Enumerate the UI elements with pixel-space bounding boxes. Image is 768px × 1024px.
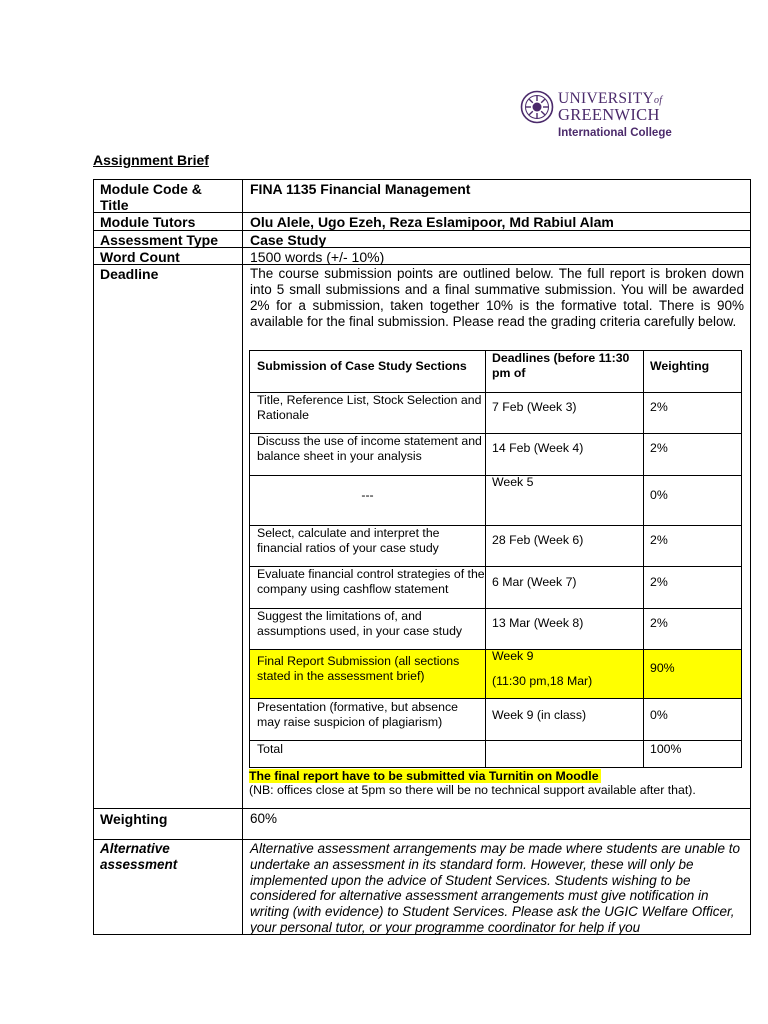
header-deadlines: Deadlines (before 11:30 pm of bbox=[492, 351, 630, 380]
deadline-cell: Week 9 (in class) bbox=[492, 708, 587, 722]
module-code-label: Module Code & Title bbox=[100, 181, 202, 213]
deadline-cell-final-report-time: (11:30 pm,18 Mar) bbox=[492, 674, 593, 688]
weighting-cell: 2% bbox=[650, 533, 668, 547]
row-divider bbox=[250, 740, 741, 741]
section-cell: Discuss the use of income statement and balance sheet in your analysis bbox=[257, 434, 482, 463]
university-logo bbox=[520, 88, 680, 144]
weighting-cell: 0% bbox=[650, 708, 668, 722]
row-divider bbox=[250, 698, 741, 699]
deadline-cell: 6 Mar (Week 7) bbox=[492, 575, 577, 589]
row-divider bbox=[94, 808, 750, 809]
table-column-divider bbox=[242, 180, 243, 934]
weighting-cell: 0% bbox=[650, 488, 668, 502]
deadline-cell: Week 5 bbox=[492, 475, 534, 489]
section-cell: Select, calculate and interpret the financial ratios of your case study bbox=[257, 526, 440, 555]
section-cell: Title, Reference List, Stock Selection and Rationale bbox=[257, 393, 482, 422]
word-count-value: 1500 words (+/- 10%) bbox=[250, 249, 385, 265]
deadline-cell-final-report: Week 9 bbox=[492, 649, 534, 663]
section-cell: Evaluate financial control strategies of the company using cashflow statement bbox=[257, 567, 485, 596]
weighting-cell: 2% bbox=[650, 575, 668, 589]
submission-schedule-table bbox=[249, 350, 742, 768]
deadline-label: Deadline bbox=[100, 266, 159, 282]
section-cell-total: Total bbox=[257, 742, 283, 756]
column-divider bbox=[485, 351, 486, 767]
row-divider bbox=[94, 839, 750, 840]
module-code-value: FINA 1135 Financial Management bbox=[250, 181, 471, 197]
assessment-type-value: Case Study bbox=[250, 232, 327, 248]
weighting-cell: 2% bbox=[650, 441, 668, 455]
weighting-label: Weighting bbox=[100, 811, 168, 827]
logo-greenwich-text: GREENWICH bbox=[558, 105, 660, 124]
assessment-type-label: Assessment Type bbox=[100, 232, 219, 248]
module-tutors-value: Olu Alele, Ugo Ezeh, Reza Eslamipoor, Md Rabiul Alam bbox=[250, 214, 614, 230]
row-divider bbox=[94, 230, 750, 231]
module-tutors-label: Module Tutors bbox=[100, 214, 196, 230]
weighting-cell: 2% bbox=[650, 400, 668, 414]
deadline-cell: 7 Feb (Week 3) bbox=[492, 400, 577, 414]
assignment-brief-table bbox=[93, 179, 751, 935]
alternative-assessment-label: Alternative assessment bbox=[100, 841, 178, 872]
weighting-cell-total: 100% bbox=[650, 742, 682, 756]
deadline-cell: 13 Mar (Week 8) bbox=[492, 616, 584, 630]
header-weighting: Weighting bbox=[650, 359, 710, 373]
column-divider bbox=[643, 351, 644, 767]
section-cell-final-report: Final Report Submission (all sections stated in the assessment brief) bbox=[257, 654, 460, 683]
section-cell: --- bbox=[361, 488, 374, 502]
logo-international-college-text: International College bbox=[558, 127, 672, 139]
assignment-brief-title: Assignment Brief bbox=[93, 152, 209, 168]
section-cell: Suggest the limitations of, and assumptions used, in your case study bbox=[257, 609, 463, 638]
weighting-cell-final-report: 90% bbox=[650, 661, 675, 675]
deadline-cell: 14 Feb (Week 4) bbox=[492, 441, 584, 455]
alternative-assessment-text: Alternative assessment arrangements may be made where students are unable to undertake an assessment in its standard form. However, these will only be implemented upon the advice of Student Services. Students wishing to be considered for alternative assessment arrangements must give notification in writing (with evidence) to Student Services. Please ask the UGIC Welfare Officer, your personal tutor, or your programme coordinator for help if you bbox=[250, 841, 741, 935]
logo-university-text: UNIVERSITYof bbox=[558, 90, 663, 107]
deadline-intro-text: The course submission points are outlined below. The full report is broken down into 5 small submissions and a final summative submission. You will be awarded 2% for a submission, taken together 10% is the formative total. There is 90% available for the final submission. Please read the grading criteria carefully below. bbox=[250, 266, 744, 329]
turnitin-note: The final report have to be submitted via Turnitin on Moodle bbox=[249, 769, 599, 783]
header-submission-sections: Submission of Case Study Sections bbox=[257, 359, 467, 373]
nb-note: (NB: offices close at 5pm so there will be no technical support available after that). bbox=[249, 783, 696, 797]
deadline-cell: 28 Feb (Week 6) bbox=[492, 533, 584, 547]
section-cell: Presentation (formative, but absence may raise suspicion of plagiarism) bbox=[257, 700, 458, 729]
weighting-cell: 2% bbox=[650, 616, 668, 630]
word-count-label: Word Count bbox=[100, 249, 180, 265]
university-seal-icon bbox=[520, 90, 554, 124]
weighting-value: 60% bbox=[250, 811, 278, 826]
